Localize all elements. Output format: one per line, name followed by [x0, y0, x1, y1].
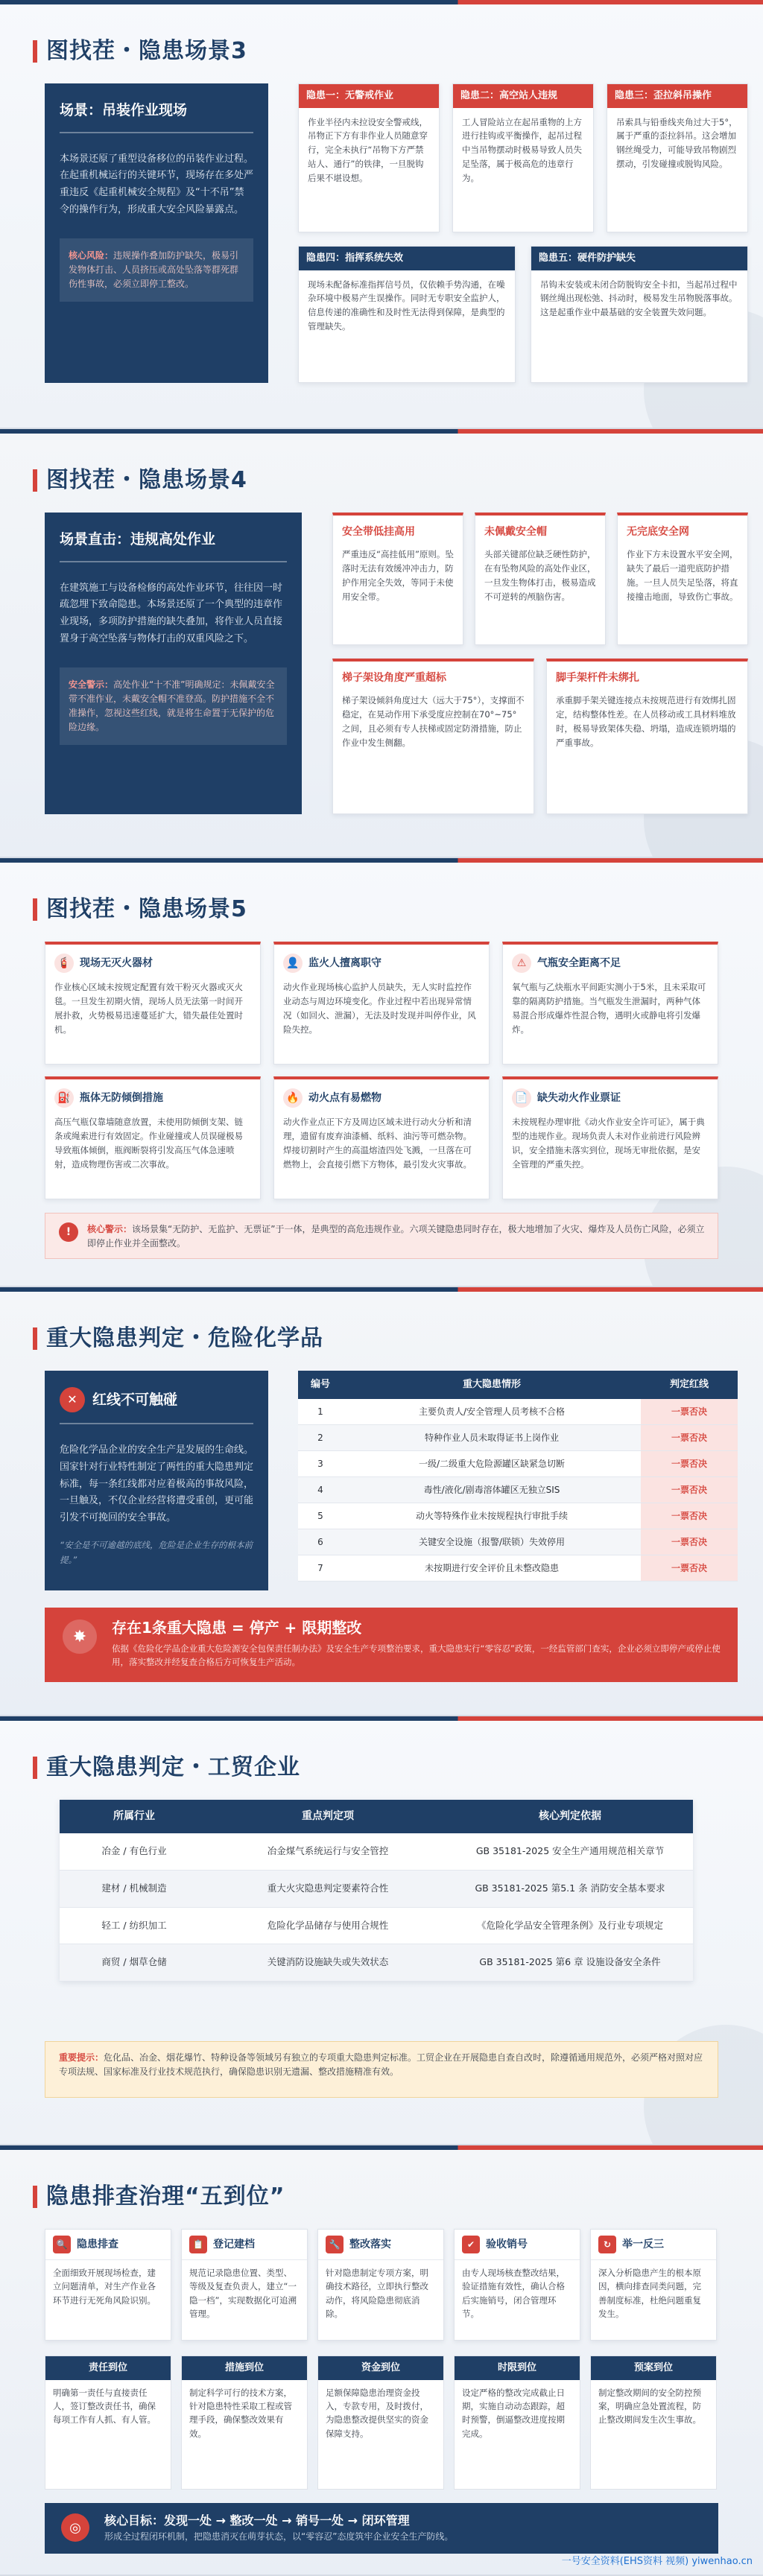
table-cell: 主要负责人/安全管理人员考核不合格	[343, 1399, 641, 1425]
hazard-card-title: 监火人擅离职守	[308, 957, 382, 969]
page-title: 图找茬・隐患场景4	[46, 463, 247, 497]
panel-text: 在建筑施工与设备检修的高处作业环节，往往因一时疏忽埋下致命隐患。本场景还原了一个典型的违章作业现场，多项防护措施的缺失叠加，将作业人员直接置身于高空坠落与物体打击的双重风险之下。	[60, 582, 283, 644]
hazard-card-text: 未按规程办理审批《动火作业安全许可证》，属于典型的违规作业。现场负责人未对作业前进行风险辨识，安全措施未落实到位，现场无审批依据，是安全管理的严重失控。	[512, 1117, 705, 1170]
banner-title: 存在1条重大隐患 = 停产 + 限期整改	[112, 1619, 362, 1637]
duty-title: 资金到位	[318, 2356, 443, 2380]
table-cell: 1	[298, 1399, 343, 1425]
stop-production-banner	[45, 1608, 738, 1682]
hazard-card	[332, 513, 463, 645]
accent-bar	[0, 858, 763, 863]
slide-scene-5	[0, 858, 763, 1287]
hazard-card-text: 氧气瓶与乙炔瓶水平间距实测小于5米，且未采取可靠的隔离防护措施。当气瓶发生泄漏时，两种气体易混合形成爆炸性混合物，遇明火或静电将引发爆炸。	[512, 982, 706, 1035]
hazard-card-text: 作业核心区域未按规定配置有效干粉灭火器或灭火毯。一旦发生初期火情，现场人员无法第一时间开展扑救，火势极易迅速蔓延扩大，错失最佳处置时机。	[54, 982, 243, 1035]
search-icon: 🔍	[53, 2236, 71, 2253]
hazard-card-title: 缺失动火作业票证	[537, 1091, 621, 1104]
hazard-card	[45, 1076, 261, 1199]
core-alert: ! 核心警示：该场景集“无防护、无监护、无票证”于一体，是典型的高危违规作业。六项关键隐患同时存在，极大地增加了火灾、爆炸及人员伤亡风险，必须立即停止作业并全面整改。	[45, 1213, 718, 1259]
duty-card	[590, 2355, 717, 2490]
hazard-card-text: 高压气瓶仅靠墙随意放置，未使用防倾倒支架、链条或绳索进行有效固定。作业碰撞或人员误碰极易导致瓶体倾倒，瓶阀断裂将引发高压气体急速喷射，造成物理伤害或二次事故。	[54, 1117, 243, 1170]
table-row	[298, 1476, 738, 1503]
hazard-card-title: 现场无灭火器材	[80, 957, 153, 969]
important-note: 重要提示：危化品、冶金、烟花爆竹、特种设备等领域另有独立的专项重大隐患判定标准。工贸企业在开展隐患自查自改时，除遵循通用规范外，必须严格对照对应专项法规、国家标准及行业技术规范执行，确保隐患识别无遗漏、整改措施精准有效。	[45, 2041, 718, 2098]
table-row	[298, 1399, 738, 1425]
goal-title: 核心目标：发现一处 → 整改一处 → 销号一处 → 闭环管理	[104, 2513, 410, 2528]
duty-text: 足额保障隐患治理资金投入，专款专用，及时拨付，为隐患整改提供坚实的资金保障支持。	[326, 2387, 428, 2439]
fix-icon: 🔧	[326, 2236, 343, 2253]
risk-note: 核心风险：违规操作叠加防护缺失，极易引发物体打击、人员挤压或高处坠落等群死群伤性事故，必须立即停工整改。	[60, 238, 253, 302]
duty-title: 责任到位	[45, 2356, 171, 2380]
scene-panel	[45, 513, 302, 814]
step-card	[45, 2229, 171, 2341]
panel-title: 场景：吊装作业现场	[60, 100, 253, 133]
hazard-card	[452, 83, 594, 232]
duty-title: 预案到位	[591, 2356, 716, 2380]
hazard-card	[617, 513, 748, 645]
step-title: 隐患排查	[77, 2238, 118, 2250]
hazard-card-title: 梯子架设角度严重超标	[342, 672, 446, 684]
verdict-cell: 一票否决	[641, 1476, 738, 1503]
fire-extinguisher-icon: 🧯	[54, 954, 74, 973]
hazard-card	[607, 83, 748, 232]
duty-title: 措施到位	[182, 2356, 307, 2380]
register-icon: 📋	[189, 2236, 207, 2253]
goal-text: 形成全过程闭环机制，把隐患消灭在萌芽状态，以“零容忍”态度筑牢企业安全生产防线。	[104, 2531, 454, 2542]
hazard-card	[546, 659, 748, 814]
hazard-card	[298, 246, 516, 383]
table-row	[298, 1503, 738, 1529]
column-header: 重点判定项	[209, 1800, 447, 1833]
hazard-card	[502, 942, 718, 1065]
hazard-card	[273, 1076, 490, 1199]
duty-title: 时限到位	[455, 2356, 580, 2380]
step-text: 全面细致开展现场检查，建立问题清单，对生产作业各环节进行无死角风险识别。	[53, 2268, 156, 2306]
duty-card	[45, 2355, 171, 2490]
hazard-card-text: 梯子架设倾斜角度过大（远大于75°），支撑面不稳定，在晃动作用下承受度应控制在70°~75°之间，且必须有专人扶梯或固定防滑措施，防止作业中发生侧翻。	[342, 695, 525, 748]
table-cell: 《危险化学品安全管理条例》及行业专项规定	[447, 1907, 693, 1944]
step-title: 登记建档	[213, 2238, 255, 2250]
table-cell: GB 35181-2025 安全生产通用规范相关章节	[447, 1833, 693, 1870]
duty-text: 明确第一责任与直接责任人，签订整改责任书，确保每项工作有人抓、有人管。	[53, 2387, 156, 2426]
hazard-card-title: 隐患四：指挥系统失效	[299, 247, 515, 270]
step-card	[317, 2229, 444, 2341]
banner-text: 依据《危险化学品企业重大危险源安全包保责任制办法》及安全生产专项整治要求，重大隐患实行“零容忍”政策，一经监管部门查实，企业必须立即停产或停止使用，落实整改并经复查合格后方可恢复生产活动。	[112, 1643, 721, 1668]
hazard-card-text: 现场未配备标准指挥信号员，仅依赖手势沟通，在噪杂环境中极易产生误操作。同时无专职安全监护人，信息传递的准确性和及时性无法得到保障，是典型的管理缺失。	[308, 279, 505, 332]
table-row	[298, 1424, 738, 1450]
verdict-cell: 一票否决	[641, 1450, 738, 1476]
repeat-icon: ↻	[598, 2236, 616, 2253]
table-cell: 轻工 / 纺织加工	[60, 1907, 209, 1944]
hazard-card	[531, 246, 748, 383]
hazard-card	[298, 83, 440, 232]
table-cell: 4	[298, 1476, 343, 1503]
step-title: 整改落实	[349, 2238, 391, 2250]
step-card	[590, 2229, 717, 2341]
step-card	[181, 2229, 308, 2341]
table-cell: 7	[298, 1555, 343, 1581]
column-header: 编号	[298, 1371, 343, 1399]
virus-warning-icon: ✸	[63, 1619, 97, 1654]
table-row	[298, 1450, 738, 1476]
table-cell: GB 35181-2025 第6 章 设施设备安全条件	[447, 1944, 693, 1982]
step-text: 深入分析隐患产生的根本原因，横向排查同类问题，完善制度标准，杜绝问题重复发生。	[598, 2268, 701, 2320]
accent-bar	[0, 429, 763, 434]
hazard-card-title: 动火点有易燃物	[308, 1091, 382, 1104]
page-title: 重大隐患判定・工贸企业	[46, 1751, 300, 1784]
slide-hazchem	[0, 1287, 763, 1716]
hazard-table	[298, 1371, 738, 1582]
table-row	[60, 1944, 693, 1982]
redline-panel	[45, 1371, 268, 1590]
table-row	[298, 1555, 738, 1581]
hazard-card	[45, 942, 261, 1065]
table-cell: 关键消防设施缺失或失效状态	[209, 1944, 447, 1982]
panel-title: 场景直击：违规高处作业	[60, 529, 287, 562]
step-text: 针对隐患制定专项方案，明确技术路径，立即执行整改动作，将风险隐患彻底消除。	[326, 2268, 428, 2320]
hazard-card-text: 动火作业点正下方及周边区域未进行动火分析和清理，遗留有废弃油漆桶、纸料、油污等可燃杂物。焊接切割时产生的高温熔渣四处飞溅，一旦落在可燃物上，会直接引燃下方物体，最引发火灾事故。	[283, 1117, 472, 1170]
panel-quote: “安全是不可逾越的底线，危险是企业生存的根本前提。”	[60, 1539, 253, 1565]
hazard-card-title: 未佩戴安全帽	[484, 526, 547, 538]
cylinder-icon: ⛽	[54, 1088, 74, 1108]
flame-icon: 🔥	[283, 1088, 303, 1108]
table-row	[60, 1907, 693, 1944]
industry-table	[60, 1800, 693, 1982]
panel-text: 危险化学品企业的安全生产是发展的生命线。国家针对行业特性制定了两性的重大隐患判定标准，每一条红线都对应着极高的事故风险，一旦触及，不仅企业经营将遭受重创，更可能引发不可挽回的安全事故。	[60, 1444, 254, 1523]
page-title: 图找茬・隐患场景5	[46, 892, 247, 926]
core-goal-bar	[45, 2503, 718, 2554]
table-cell: 6	[298, 1529, 343, 1555]
target-icon: ◎	[61, 2513, 89, 2542]
table-cell: 重大火灾隐患判定要素符合性	[209, 1870, 447, 1907]
step-text: 由专人现场核查整改结果，验证措施有效性，确认合格后实施销号，闭合管理环节。	[462, 2268, 565, 2320]
accent-bar	[0, 0, 763, 4]
duty-card	[181, 2355, 308, 2490]
accent-bar	[0, 1287, 763, 1292]
step-card	[454, 2229, 580, 2341]
accent-bar	[0, 2145, 763, 2150]
duty-text: 制定科学可行的技术方案，针对隐患特性采取工程或管理手段，确保整改效果有效。	[189, 2387, 292, 2439]
hazard-card-text: 作业下方未设置水平安全网，缺失了最后一道兜底防护措施。一旦人员失足坠落，将直接撞击地面，导致伤亡事故。	[627, 549, 738, 602]
hazard-card	[475, 513, 606, 645]
hazard-card-text: 工人冒险站立在起吊重物的上方进行挂钩或平衡操作，起吊过程中当吊物摆动时极易导致人员失足坠落，属于极高危的违章行为。	[462, 116, 582, 184]
panel-text: 本场景还原了重型设备移位的吊装作业过程。在起重机械运行的关键环节，现场存在多处严重违反《起重机械安全规程》及“十不吊”禁令的操作行为，形成重大安全风险暴露点。	[60, 153, 254, 215]
table-cell: 毒性/液化/剧毒溶体罐区无独立SIS	[343, 1476, 641, 1503]
page-title: 隐患排查治理“五到位”	[46, 2180, 285, 2213]
verdict-cell: 一票否决	[641, 1503, 738, 1529]
hazard-card	[502, 1076, 718, 1199]
table-cell: 一级/二级重大危险源罐区缺紧急切断	[343, 1450, 641, 1476]
table-row	[60, 1870, 693, 1907]
hazard-card-title: 隐患二：高空站人违规	[453, 84, 593, 108]
scene-panel	[45, 83, 268, 383]
hazard-card-text: 严重违反“高挂低用”原则。坠落时无法有效缓冲冲击力，防护作用完全失效，等同于未使用安全带。	[342, 549, 454, 602]
table-cell: 商贸 / 烟草仓储	[60, 1944, 209, 1982]
step-title: 验收销号	[486, 2238, 528, 2250]
table-cell: 未按期进行安全评价且未整改隐患	[343, 1555, 641, 1581]
slide-industry	[0, 1716, 763, 2145]
panel-title: 红线不可触碰	[92, 1391, 178, 1408]
shield-x-icon: ✕	[60, 1387, 85, 1412]
duty-text: 设定严格的整改完成截止日期，实施自动动态跟踪，超时预警，倒逼整改进度按期完成。	[462, 2387, 565, 2439]
hazard-card-text: 头部关键部位缺乏硬性防护，在有坠物风险的高处作业区，一旦发生物体打击，极易造成不可逆转的颅脑伤害。	[484, 549, 596, 602]
table-cell: GB 35181-2025 第5.1 条 消防安全基本要求	[447, 1870, 693, 1907]
hazard-card-text: 吊钩未安装或未闭合防脱钩安全卡扣，当起吊过程中钢丝绳出现松弛、抖动时，极易发生吊物脱落事故。这是起重作业中最基础的安全装置失效问题。	[540, 279, 738, 318]
hazard-card-title: 瓶体无防倾倒措施	[80, 1091, 163, 1104]
table-cell: 危险化学品储存与使用合规性	[209, 1907, 447, 1944]
permit-icon: 📄	[512, 1088, 531, 1108]
hazard-card-title: 安全带低挂高用	[342, 526, 415, 538]
hazard-card	[273, 942, 490, 1065]
verdict-cell: 一票否决	[641, 1424, 738, 1450]
shield-icon: !	[59, 1222, 78, 1242]
table-cell: 3	[298, 1450, 343, 1476]
table-cell: 特种作业人员未取得证书上岗作业	[343, 1424, 641, 1450]
step-title: 举一反三	[622, 2238, 664, 2250]
step-text: 规范记录隐患位置、类型、等级及复查负责人，建立“一隐一档”，实现数据化可追溯管理。	[189, 2268, 297, 2320]
hazard-card-title: 隐患三：歪拉斜吊操作	[607, 84, 747, 108]
table-cell: 建材 / 机械制造	[60, 1870, 209, 1907]
guardian-icon: 👤	[283, 954, 303, 973]
verdict-cell: 一票否决	[641, 1529, 738, 1555]
accent-bar	[0, 1716, 763, 1721]
slide-scene-4	[0, 429, 763, 858]
distance-icon: ⚠	[512, 954, 531, 973]
column-header: 核心判定依据	[447, 1800, 693, 1833]
hazard-card-title: 脚手架杆件未绑扎	[556, 672, 639, 684]
footer-credit: 一号安全资料(EHS资料 视频) yiwenhao.cn	[561, 2555, 753, 2567]
hazard-card-title: 无完底安全网	[627, 526, 689, 538]
hazard-card-title: 隐患五：硬件防护缺失	[531, 247, 747, 270]
hazard-card-text: 作业半径内未拉设安全警戒线，吊物正下方有非作业人员随意穿行，完全未执行“吊物下方严禁站人、通行”的铁律，一旦脱钩后果不堪设想。	[308, 116, 428, 184]
slide-five-in-place	[0, 2145, 763, 2576]
slide-scene-3	[0, 0, 763, 429]
hazard-card-title: 气瓶安全距离不足	[537, 957, 621, 969]
hazard-card-title: 隐患一：无警戒作业	[299, 84, 439, 108]
duty-card	[454, 2355, 580, 2490]
table-cell: 动火等特殊作业未按规程执行审批手续	[343, 1503, 641, 1529]
verdict-cell: 一票否决	[641, 1555, 738, 1581]
verdict-cell: 一票否决	[641, 1399, 738, 1425]
column-header: 所属行业	[60, 1800, 209, 1833]
hazard-card-text: 吊索具与铅垂线夹角过大于5°，属于严重的歪拉斜吊。这会增加钢丝绳受力，可能导致吊物剧烈摆动，引发碰撞或脱钩风险。	[616, 116, 738, 170]
duty-text: 制定整改期间的安全防控预案，明确应急处置流程，防止整改期间发生次生事故。	[598, 2387, 701, 2426]
verify-icon: ✔	[462, 2236, 480, 2253]
page-title: 图找茬・隐患场景3	[46, 34, 247, 68]
table-cell: 5	[298, 1503, 343, 1529]
page-title: 重大隐患判定・危险化学品	[46, 1322, 323, 1355]
table-cell: 冶金 / 有色行业	[60, 1833, 209, 1870]
table-cell: 冶金煤气系统运行与安全管控	[209, 1833, 447, 1870]
duty-card	[317, 2355, 444, 2490]
table-cell: 2	[298, 1424, 343, 1450]
hazard-card-text: 承重脚手架关键连接点未按规范进行有效绑扎固定，结构整体性差。在人员移动或工具材料堆放时，极易导致架体失稳、坍塌，造成连锁坍塌的严重事故。	[556, 695, 736, 748]
table-row	[60, 1833, 693, 1870]
hazard-card-text: 动火作业现场核心监护人员缺失，无人实时监控作业动态与周边环境变化。作业过程中若出现异常情况（如回火、泄漏），无法及时发现并叫停作业，风险失控。	[283, 982, 476, 1035]
column-header: 判定红线	[641, 1371, 738, 1399]
table-row	[298, 1529, 738, 1555]
hazard-card	[332, 659, 534, 814]
table-cell: 关键安全设施（报警/联锁）失效停用	[343, 1529, 641, 1555]
column-header: 重大隐患情形	[343, 1371, 641, 1399]
safety-note: 安全警示：高处作业“十不准”明确规定：未佩戴安全带不准作业，未戴安全帽不准登高。防护措施不全不准操作，忽视这些红线，就是将生命置于无保护的危险边缘。	[60, 667, 287, 746]
